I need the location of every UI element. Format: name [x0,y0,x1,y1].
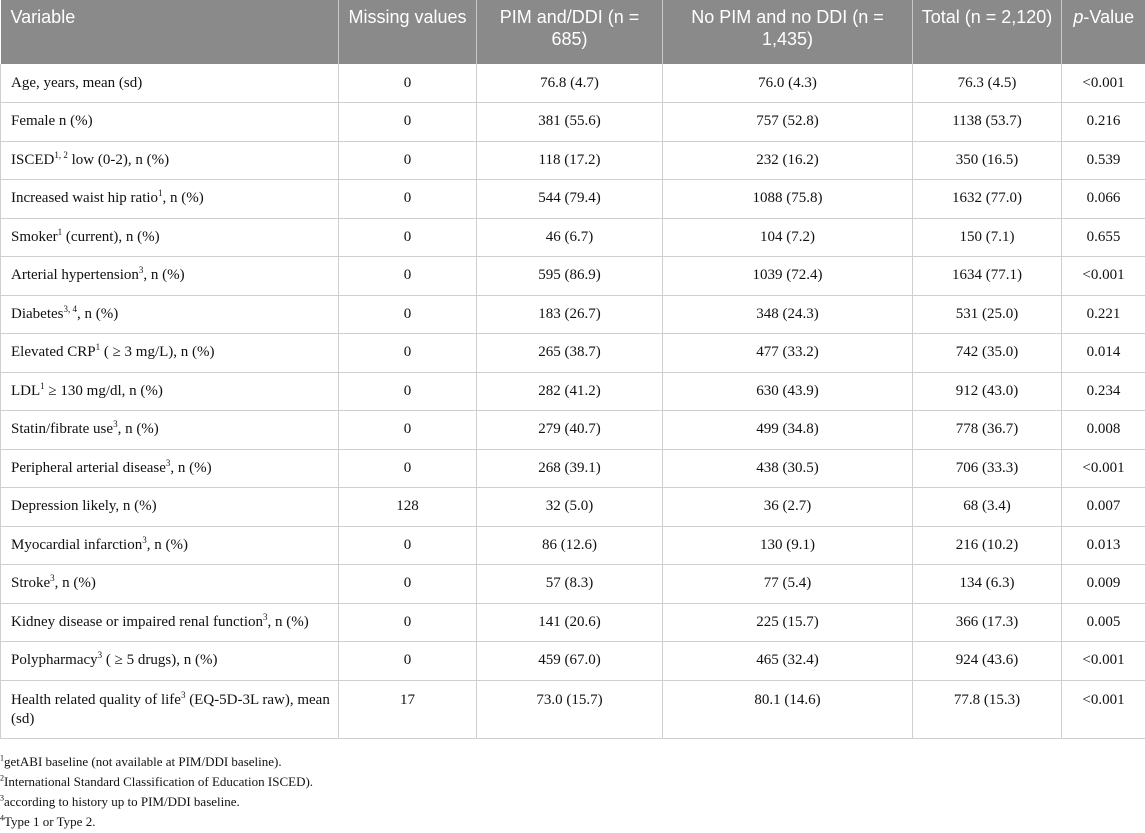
cell-missing: 0 [339,180,477,219]
cell-total: 150 (7.1) [913,218,1062,257]
cell-pim-ddi: 282 (41.2) [477,372,663,411]
footnote-text: getABI baseline (not available at PIM/DDI baseline). [4,754,282,769]
cell-total: 912 (43.0) [913,372,1062,411]
cell-missing: 0 [339,141,477,180]
variable-text: ISCED [11,151,55,168]
header-p-italic: p [1073,7,1084,27]
variable-text: Elevated CRP [11,344,96,361]
cell-missing: 0 [339,642,477,681]
variable-text: Age, years, mean (sd) [11,74,143,91]
footnote-marker: 1 [95,342,101,353]
table-row [1,680,1145,738]
cell-total: 68 (3.4) [913,488,1062,527]
table-row [1,603,1145,642]
cell-missing: 0 [339,103,477,142]
cell-missing: 128 [339,488,477,527]
cell-total: 216 (10.2) [913,526,1062,565]
cell-missing: 17 [339,680,477,738]
table-row [1,565,1145,604]
table-row [1,411,1145,450]
cell-no-pim: 348 (24.3) [663,295,913,334]
cell-p-value: 0.014 [1062,334,1145,373]
variable-text: Smoker [11,228,58,245]
cell-variable [1,411,339,450]
cell-total: 77.8 (15.3) [913,680,1062,738]
cell-missing: 0 [339,565,477,604]
footnote-marker: 1 [57,226,63,237]
cell-p-value: 0.007 [1062,488,1145,527]
cell-p-value: 0.005 [1062,603,1145,642]
variable-text: Diabetes [11,305,64,322]
footnote [0,752,1145,772]
cell-pim-ddi: 141 (20.6) [477,603,663,642]
cell-variable [1,64,339,103]
variable-text: Peripheral arterial disease [11,459,166,476]
variable-text-suffix: ( ≥ 3 mg/L), n (%) [100,344,215,361]
cell-pim-ddi: 544 (79.4) [477,180,663,219]
cell-pim-ddi: 265 (38.7) [477,334,663,373]
header-total: Total (n = 2,120) [913,0,1062,64]
variable-text: Depression likely, n (%) [11,498,157,515]
variable-text: Stroke [11,575,51,592]
variable-text-suffix: , n (%) [162,190,204,207]
cell-missing: 0 [339,526,477,565]
variable-text-suffix: , n (%) [143,267,185,284]
table-row [1,488,1145,527]
cell-total: 1632 (77.0) [913,180,1062,219]
cell-variable [1,141,339,180]
cell-no-pim: 499 (34.8) [663,411,913,450]
cell-missing: 0 [339,295,477,334]
cell-no-pim: 232 (16.2) [663,141,913,180]
cell-pim-ddi: 32 (5.0) [477,488,663,527]
cell-pim-ddi: 459 (67.0) [477,642,663,681]
header-pim-ddi: PIM and/DDI (n = 685) [477,0,663,64]
cell-total: 366 (17.3) [913,603,1062,642]
cell-p-value: <0.001 [1062,680,1145,738]
variable-text-suffix: ≥ 130 mg/dl, n (%) [44,382,163,399]
footnote-text: Type 1 or Type 2. [4,814,96,829]
cell-no-pim: 77 (5.4) [663,565,913,604]
table-row [1,334,1145,373]
cell-total: 134 (6.3) [913,565,1062,604]
variable-text: Female n (%) [11,113,93,130]
cell-pim-ddi: 73.0 (15.7) [477,680,663,738]
table-row [1,103,1145,142]
cell-variable [1,680,339,738]
footnote-number: 1 [0,753,4,763]
variable-text-suffix: low (0-2), n (%) [67,151,170,168]
cell-total: 350 (16.5) [913,141,1062,180]
table-row [1,218,1145,257]
cell-missing: 0 [339,603,477,642]
table-row [1,64,1145,103]
cell-pim-ddi: 595 (86.9) [477,257,663,296]
cell-variable [1,103,339,142]
table-row [1,372,1145,411]
footnote-marker: 3 [50,573,55,584]
footnote-number: 3 [0,793,4,803]
table-row [1,449,1145,488]
variable-text: Health related quality of life [11,691,181,708]
cell-missing: 0 [339,64,477,103]
table-row [1,526,1145,565]
cell-p-value: 0.009 [1062,565,1145,604]
cell-p-value: 0.539 [1062,141,1145,180]
variable-text-suffix: , n (%) [76,305,119,322]
footnote-marker: 1 [158,188,163,199]
cell-p-value: 0.008 [1062,411,1145,450]
cell-p-value: 0.013 [1062,526,1145,565]
table-row [1,180,1145,219]
cell-pim-ddi: 279 (40.7) [477,411,663,450]
footnote [0,772,1145,792]
cell-variable [1,565,339,604]
cell-p-value: <0.001 [1062,64,1145,103]
cell-p-value: <0.001 [1062,449,1145,488]
cell-missing: 0 [339,334,477,373]
cell-no-pim: 76.0 (4.3) [663,64,913,103]
footnote-text: according to history up to PIM/DDI baseline. [4,794,240,809]
cell-variable [1,334,339,373]
cell-variable [1,526,339,565]
cell-no-pim: 1039 (72.4) [663,257,913,296]
variable-text-suffix: (current), n (%) [62,228,160,245]
footnote-marker: 3 [180,689,186,700]
cell-total: 706 (33.3) [913,449,1062,488]
footnote-marker: 1, 2 [54,149,68,160]
cell-p-value: 0.221 [1062,295,1145,334]
cell-p-value: 0.234 [1062,372,1145,411]
cell-missing: 0 [339,257,477,296]
cell-no-pim: 757 (52.8) [663,103,913,142]
header-no-pim: No PIM and no DDI (n = 1,435) [663,0,913,64]
variable-text: Myocardial infarction [11,536,143,553]
cell-no-pim: 80.1 (14.6) [663,680,913,738]
cell-total: 924 (43.6) [913,642,1062,681]
cell-total: 531 (25.0) [913,295,1062,334]
cell-p-value: <0.001 [1062,257,1145,296]
cell-total: 778 (36.7) [913,411,1062,450]
cell-pim-ddi: 183 (26.7) [477,295,663,334]
footnotes [0,752,1145,832]
cell-no-pim: 130 (9.1) [663,526,913,565]
cell-missing: 0 [339,411,477,450]
variable-text-suffix: (EQ-5D-3L raw), mean (sd) [11,691,330,727]
footnote-text: International Standard Classification of Education ISCED). [4,774,314,789]
header-p-rest: -Value [1083,7,1135,27]
variable-text: Polypharmacy [11,652,98,669]
table-row [1,295,1145,334]
cell-total: 742 (35.0) [913,334,1062,373]
header-missing: Missing values [339,0,477,64]
variable-text-suffix: , n (%) [267,613,309,630]
cell-missing: 0 [339,218,477,257]
table-row [1,141,1145,180]
cell-missing: 0 [339,449,477,488]
footnote-marker: 3 [263,611,268,622]
cell-pim-ddi: 118 (17.2) [477,141,663,180]
variable-text-suffix: , n (%) [54,575,96,592]
cell-pim-ddi: 86 (12.6) [477,526,663,565]
cell-no-pim: 104 (7.2) [663,218,913,257]
variable-text-suffix: , n (%) [170,459,212,476]
table-row [1,257,1145,296]
cell-variable [1,218,339,257]
header-row [1,0,1145,64]
cell-no-pim: 465 (32.4) [663,642,913,681]
cell-total: 1634 (77.1) [913,257,1062,296]
cell-pim-ddi: 76.8 (4.7) [477,64,663,103]
cell-p-value: 0.066 [1062,180,1145,219]
cell-p-value: 0.216 [1062,103,1145,142]
footnote-number: 4 [0,813,4,823]
variable-text-suffix: , n (%) [117,421,159,438]
cell-variable [1,603,339,642]
footnote-marker: 3 [142,534,147,545]
cell-variable [1,180,339,219]
cell-no-pim: 477 (33.2) [663,334,913,373]
cell-variable [1,257,339,296]
footnote-marker: 1 [40,380,45,391]
footnote-marker: 3 [138,265,144,276]
footnote [0,812,1145,832]
cell-total: 76.3 (4.5) [913,64,1062,103]
cell-variable [1,642,339,681]
cell-no-pim: 438 (30.5) [663,449,913,488]
variable-text: LDL [11,382,41,399]
variable-text: Kidney disease or impaired renal function [11,613,263,630]
cell-pim-ddi: 268 (39.1) [477,449,663,488]
footnote-marker: 3 [113,419,118,430]
cell-variable [1,449,339,488]
header-variable: Variable [1,0,339,64]
variable-text: Increased waist hip ratio [11,190,159,207]
footnote-marker: 3, 4 [63,303,77,314]
cell-p-value: 0.655 [1062,218,1145,257]
cell-variable [1,372,339,411]
cell-variable [1,295,339,334]
footnote-marker: 3 [165,457,171,468]
cell-pim-ddi: 46 (6.7) [477,218,663,257]
cell-no-pim: 1088 (75.8) [663,180,913,219]
footnote-number: 2 [0,773,4,783]
footnote [0,792,1145,812]
header-p-value [1062,0,1145,64]
cell-pim-ddi: 57 (8.3) [477,565,663,604]
footnote-marker: 3 [97,650,103,661]
cell-no-pim: 225 (15.7) [663,603,913,642]
cell-pim-ddi: 381 (55.6) [477,103,663,142]
variable-text: Statin/fibrate use [11,421,114,438]
cell-total: 1138 (53.7) [913,103,1062,142]
variable-text-suffix: ( ≥ 5 drugs), n (%) [102,652,218,669]
variable-text-suffix: , n (%) [146,536,188,553]
cell-variable [1,488,339,527]
cell-missing: 0 [339,372,477,411]
cell-no-pim: 630 (43.9) [663,372,913,411]
cell-no-pim: 36 (2.7) [663,488,913,527]
cell-p-value: <0.001 [1062,642,1145,681]
variable-text: Arterial hypertension [11,267,139,284]
table-row [1,642,1145,681]
